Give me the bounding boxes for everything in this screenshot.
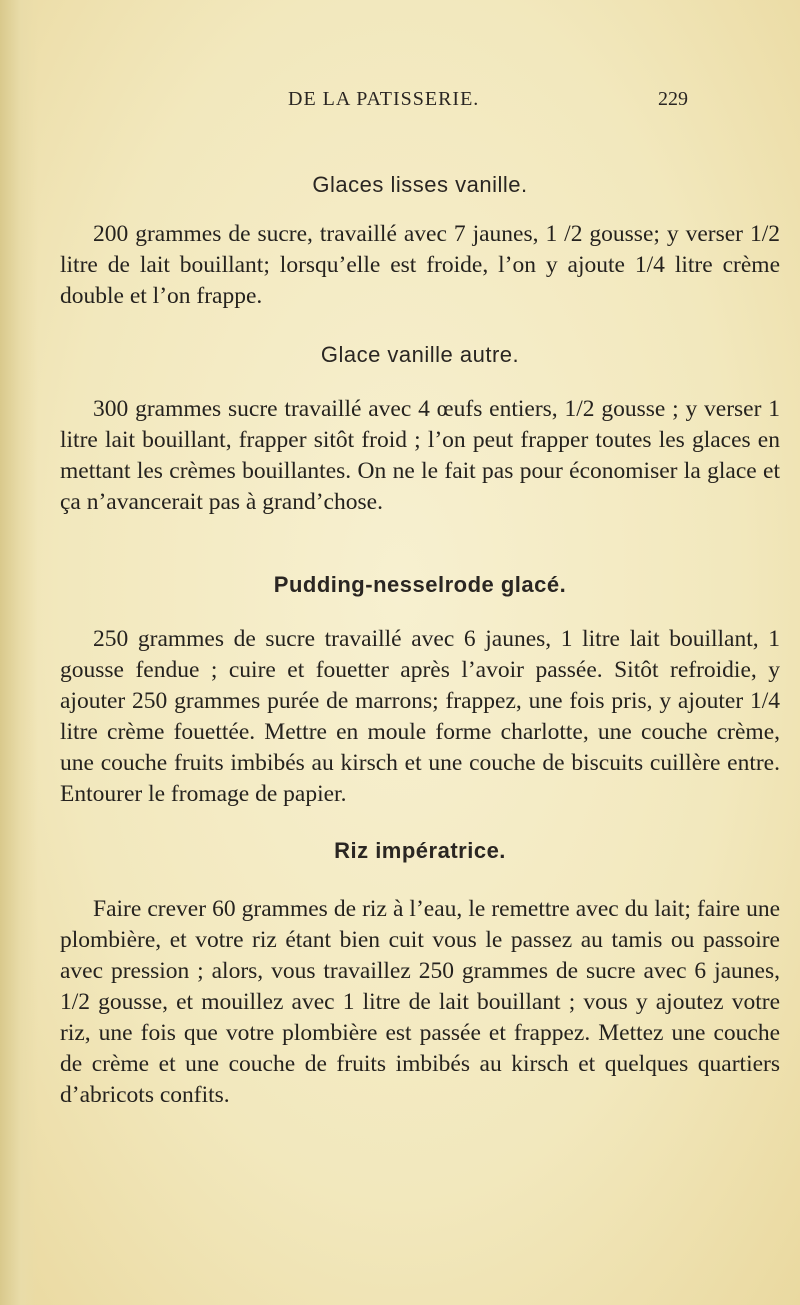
page-number: 229	[658, 88, 688, 110]
recipe-riz-imperatrice	[60, 836, 780, 1111]
recipe-title: Glaces lisses vanille.	[312, 172, 528, 197]
recipe-body: 200 grammes de sucre, travaillé avec 7 jaunes, 1 /2 gousse; y verser 1/2 litre de lait bouillant; lorsqu’elle est froide, l’on y ajoute 1/4 litre crème double et l’on frappe.	[60, 221, 780, 309]
recipe-body: 250 grammes de sucre travaillé avec 6 jaunes, 1 litre lait bouillant, 1 gousse fendue ; cuire et fouetter après l’avoir passée. Sitôt refroidie, y ajouter 250 grammes purée de marrons; frappez, une fois pris, y ajouter 1/4 litre crème fouettée. Mettre en moule forme charlotte, une couche crème, une couche fruits imbibés au kirsch et une couche de biscuits cuillère entre. Entourer le fromage de papier.	[60, 626, 780, 807]
running-head-title: DE LA PATISSERIE.	[288, 88, 480, 110]
page-content	[60, 170, 780, 1111]
recipe-title: Pudding-nesselrode glacé.	[273, 572, 567, 597]
running-head	[288, 88, 688, 114]
recipe-body: 300 grammes sucre travaillé avec 4 œufs entiers, 1/2 gousse ; y verser 1 litre lait bouillant, frapper sitôt froid ; l’on peut frapper toutes les glaces en mettant les crèmes bouillantes. On ne le fait pas pour économiser la glace et ça n’avancerait pas à grand’chose.	[60, 396, 780, 515]
recipe-title: Riz impératrice.	[334, 838, 506, 863]
recipe-title: Glace vanille autre.	[320, 342, 520, 367]
recipe-glaces-lisses-vanille	[60, 170, 780, 312]
recipe-pudding-nesselrode	[60, 570, 780, 810]
page-binding-shadow	[0, 0, 38, 1305]
recipe-glace-vanille-autre	[60, 340, 780, 518]
recipe-body: Faire crever 60 grammes de riz à l’eau, le remettre avec du lait; faire une plombière, et votre riz étant bien cuit vous le passez au tamis ou passoire avec pression ; alors, vous travaillez 250 grammes de sucre avec 6 jaunes, 1/2 gousse, et mouillez avec 1 litre de lait bouillant ; vous y ajoutez votre riz, une fois que votre plombière est passée et frappez. Mettez une couche de crème et une couche de fruits imbibés au kirsch et quelques quartiers d’abricots confits.	[60, 896, 780, 1108]
